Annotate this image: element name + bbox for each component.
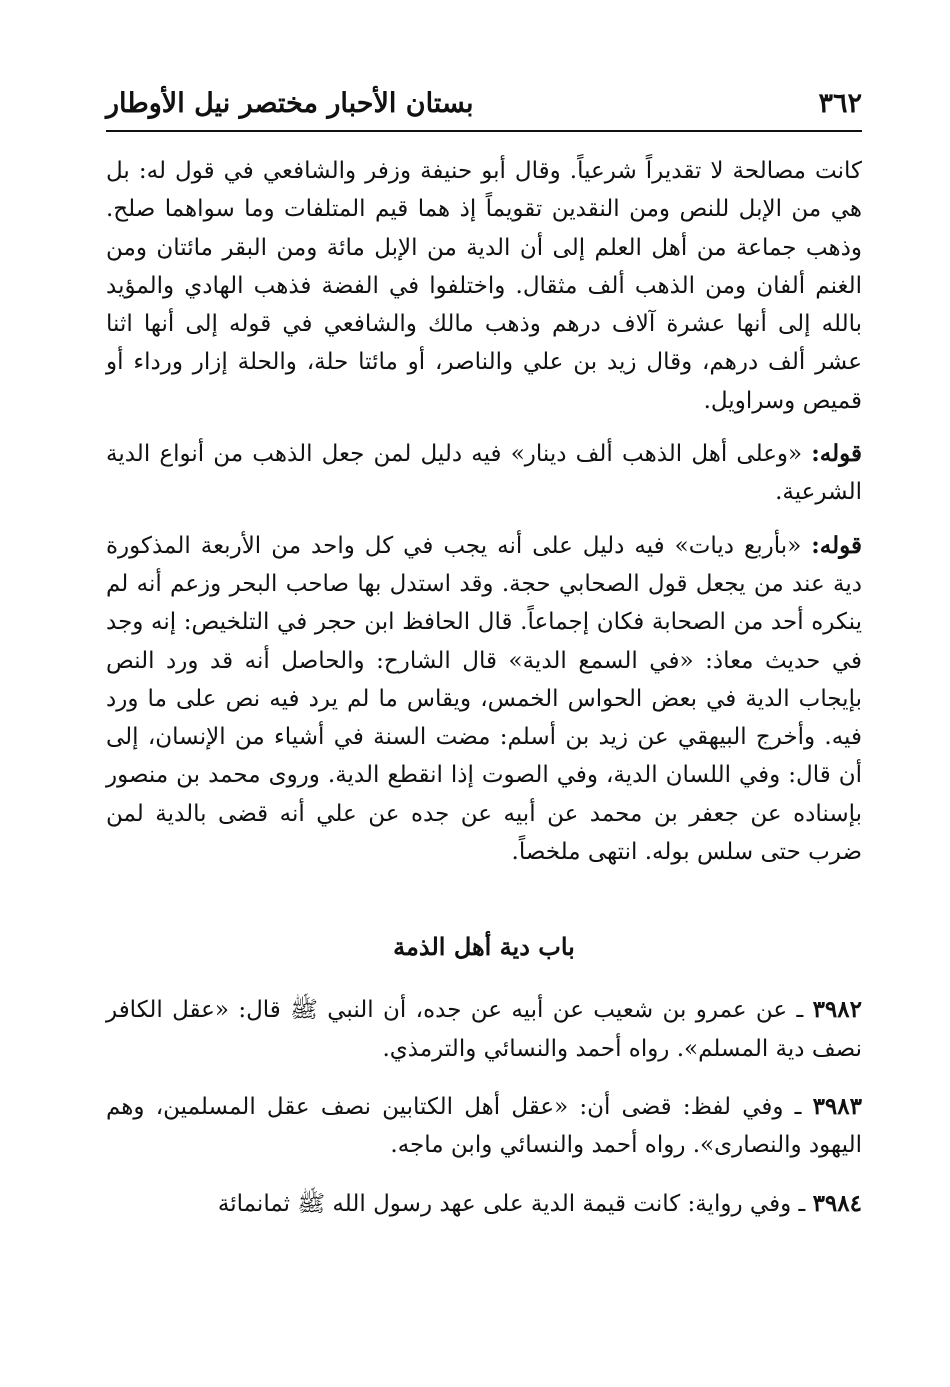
hadith-3982 [106, 991, 862, 1068]
paragraph-1: كانت مصالحة لا تقديراً شرعياً. وقال أبو حنيفة وزفر والشافعي في قول له: بل هي من الإبل للنص ومن النقدين تقويماً إذ هما قيم المتلفات وما سواهما صلح. وذهب جماعة من أهل العلم إلى أن الدية من الإبل مائة ومن البقر مائتان ومن الغنم ألفان ومن الذهب ألف مثقال. واختلفوا في الفضة فذهب الهادي والمؤيد بالله إلى أنها عشرة آلاف درهم وذهب مالك والشافعي في قوله إلى أنها اثنا عشر ألف درهم، وقال زيد بن علي والناصر، أو مائتا حلة، والحلة إزار ورداء أو قميص وسراويل. [106, 158, 862, 414]
paragraph-3-label: قوله: [811, 531, 862, 559]
hadith-number: ٣٩٨٣ [812, 1092, 862, 1120]
paragraph-3-text: «بأربع ديات» فيه دليل على أنه يجب في كل واحد من الأربعة المذكورة دية عند من يجعل قول الصحابي حجة. وقد استدل بها صاحب البحر وزعم أنه لم ينكره أحد من الصحابة فكان إجماعاً. قال الحافظ ابن حجر في التلخيص: إنه وجد في حديث معاذ: «في السمع الدية» قال الشارح: والحاصل أنه قد ورد النص بإيجاب الدية في بعض الحواس الخمس، ويقاس ما لم يرد فيه نص على ما ورد فيه. وأخرج البيهقي عن زيد بن أسلم: مضت السنة في أشياء من الإنسان، إلى أن قال: وفي اللسان الدية، وفي الصوت إذا انقطع الدية. وروى محمد بن منصور بإسناده عن جعفر بن محمد عن أبيه عن جده عن علي أنه قضى بالدية لمن ضرب حتى سلس بوله. انتهى ملخصاً. [106, 532, 862, 866]
page-number: ٣٦٢ [818, 88, 862, 119]
hadith-3984 [106, 1185, 862, 1223]
section-title: باب دية أهل الذمة [393, 932, 575, 962]
hadith-number: ٣٩٨٤ [812, 1189, 862, 1217]
hadith-text: ـ عن عمرو بن شعيب عن أبيه عن جده، أن النبي ﷺ قال: «عقل الكافر نصف دية المسلم». رواه أحمد والنسائي والترمذي. [106, 997, 862, 1062]
hadith-number: ٣٩٨٢ [812, 996, 862, 1024]
hadith-text: ـ وفي رواية: كانت قيمة الدية على عهد رسول الله ﷺ ثمانمائة [217, 1190, 806, 1217]
book-title: بستان الأحبار مختصر نيل الأوطار [106, 88, 474, 119]
paragraph-3 [106, 527, 862, 872]
book-page [106, 78, 862, 1243]
running-header [106, 78, 862, 132]
paragraph-2-text: «وعلى أهل الذهب ألف دينار» فيه دليل لمن جعل الذهب من أنواع الدية الشرعية. [106, 441, 862, 506]
hadith-3983 [106, 1088, 862, 1165]
paragraph-2 [106, 435, 862, 512]
hadith-text: ـ وفي لفظ: قضى أن: «عقل أهل الكتابين نصف عقل المسلمين، وهم اليهود والنصارى». رواه أحمد والنسائي وابن ماجه. [106, 1093, 862, 1159]
paragraph-2-label: قوله: [811, 440, 862, 468]
